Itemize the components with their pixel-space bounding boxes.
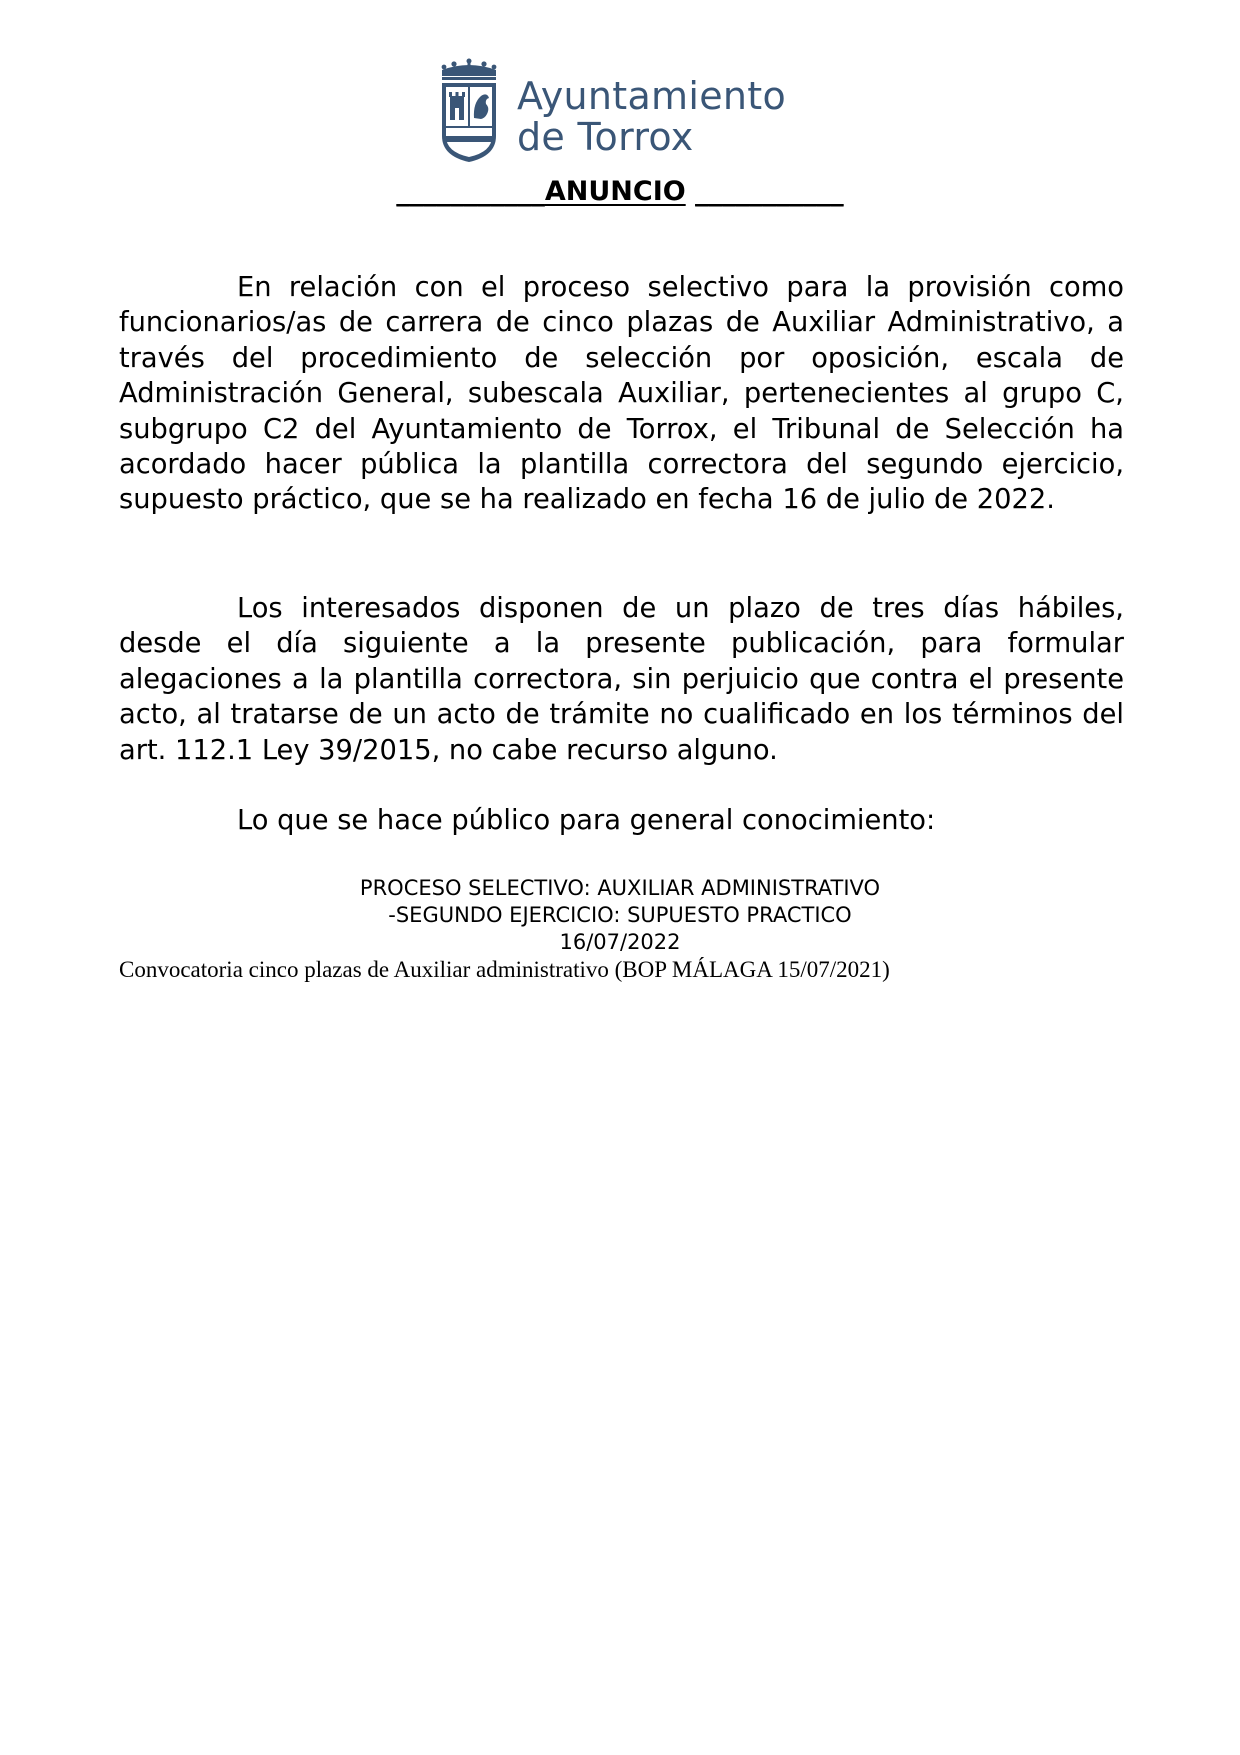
title-left-rule: ___________	[396, 176, 545, 207]
exercise-name: -SEGUNDO EJERCICIO: SUPUESTO PRACTICO	[388, 903, 852, 927]
body-paragraph-1: En relación con el proceso selectivo para la provisión como funcionarios/as de carrera de cinco plazas de Auxiliar Administrativo, a través del procedimiento de selección por oposición, escala de Administración General, subescala Auxiliar, pertenecientes al grupo C, subgrupo C2 del Ayuntamiento de Torrox, el Tribunal de Selección ha acordado hacer pública la plantilla correctora del segundo ejercicio, supuesto práctico, que se ha realizado en fecha 16 de julio de 2022.	[119, 272, 1124, 516]
call-reference: Convocatoria cinco plazas de Auxiliar administrativo (BOP MÁLAGA 15/07/2021)	[119, 957, 890, 982]
closing-sentence: Lo que se hace público para general conocimiento:	[237, 805, 936, 836]
coat-of-arms-icon	[439, 58, 499, 164]
body-paragraph-2: Los interesados disponen de un plazo de tres días hábiles, desde el día siguiente a la presente publicación, para formular alegaciones a la plantilla correctora, sin perjuicio que contra el presente acto, al tratarse de un acto de trámite no cualificado en los términos del art. 112.1 Ley 39/2015, no cabe recurso alguno.	[119, 593, 1124, 766]
organization-name	[517, 76, 786, 158]
announcement-title	[0, 175, 1240, 209]
ayuntamiento-logo	[439, 58, 799, 168]
title-right-rule: ___________	[695, 176, 844, 207]
exercise-date: 16/07/2022	[559, 930, 681, 954]
organization-name-line2: de Torrox	[517, 115, 694, 159]
process-name: PROCESO SELECTIVO: AUXILIAR ADMINISTRATIVO	[359, 876, 881, 900]
organization-name-line1: Ayuntamiento	[517, 74, 787, 118]
title-text: ANUNCIO	[544, 176, 686, 207]
